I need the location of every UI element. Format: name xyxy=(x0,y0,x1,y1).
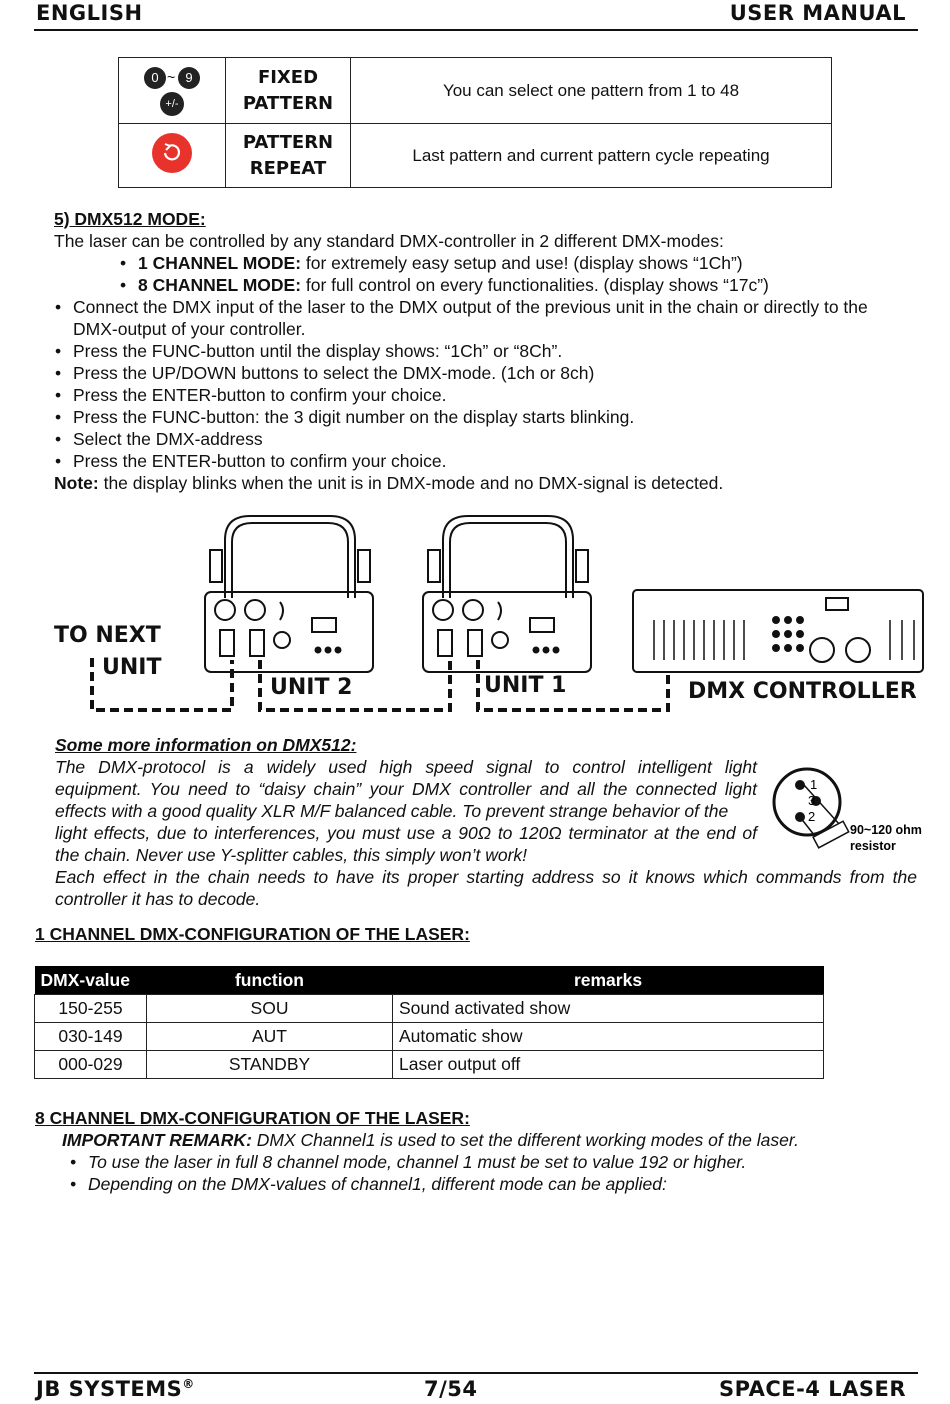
remark-text: DMX Channel1 is used to set the different working modes of the laser. xyxy=(251,1130,799,1150)
xlr-pin-label: 2 xyxy=(808,809,816,824)
to-next-label: TO NEXT xyxy=(54,623,161,648)
repeat-icon xyxy=(150,131,194,175)
key-desc-pattern-repeat: Last pattern and current pattern cycle repeating xyxy=(351,124,832,188)
step-item: • Press the ENTER-button to confirm your choice. xyxy=(73,384,924,406)
header-right: USER MANUAL xyxy=(729,1,906,25)
cell-function: STANDBY xyxy=(147,1051,393,1079)
digit-nine-icon: 9 xyxy=(178,67,200,89)
cell-dmx-value: 030-149 xyxy=(35,1023,147,1051)
xlr-terminator-diagram xyxy=(770,765,935,860)
ch8-heading: 8 CHANNEL DMX-CONFIGURATION OF THE LASER: xyxy=(35,1108,470,1128)
key-desc-fixed-pattern: You can select one pattern from 1 to 48 xyxy=(351,58,832,124)
key-name-fixed-pattern xyxy=(226,58,351,124)
more-info-line: equipment. You need to “daisy chain” your DMX controller and all the connected light xyxy=(55,779,757,799)
unit-label: UNIT xyxy=(102,655,162,680)
unit-2-label: UNIT 2 xyxy=(270,675,353,700)
dmx-controller-icon xyxy=(633,590,923,672)
footer-rule xyxy=(34,1372,918,1374)
key-name-line1: FIXED xyxy=(257,66,319,88)
footer-product: SPACE-4 LASER xyxy=(718,1377,906,1401)
step-text: Connect the DMX input of the laser to the DMX output of the previous unit in the chain or directly to the xyxy=(73,297,868,317)
tilde-icon: ~ xyxy=(167,68,176,85)
ch1-table xyxy=(34,966,824,1079)
more-info-line: effects with a good quality XLR M/F balanced cable. To prevent strange behavior of the xyxy=(55,801,729,821)
dmx-mode-intro: The laser can be controlled by any standard DMX-controller in 2 different DMX-modes: xyxy=(54,231,724,251)
cell-dmx-value: 150-255 xyxy=(35,995,147,1023)
mode-item xyxy=(138,274,924,296)
dmx-note xyxy=(54,472,924,494)
note-label: Note: xyxy=(54,473,99,493)
key-cell-digits xyxy=(119,58,226,124)
plus-minus-icon: +/- xyxy=(160,92,184,116)
mode-text: for extremely easy setup and use! (display shows “1Ch”) xyxy=(301,253,743,273)
resistor-label-2: resistor xyxy=(850,839,896,853)
footer-brand-text: JB SYSTEMS xyxy=(36,1377,183,1401)
ch8-bullets xyxy=(88,1151,915,1195)
xlr-pin-label: 3 xyxy=(808,793,816,808)
key-cell-repeat xyxy=(119,124,226,188)
key-name-pattern-repeat xyxy=(226,124,351,188)
cell-remarks: Laser output off xyxy=(393,1051,824,1079)
cell-function: SOU xyxy=(147,995,393,1023)
remark-label: IMPORTANT REMARK: xyxy=(62,1130,252,1150)
step-item: • Select the DMX-address xyxy=(73,428,924,450)
more-info-line: the chain. Never use Y-splitter cables, this simply won’t work! xyxy=(55,845,528,865)
mode-list xyxy=(138,252,924,296)
dmx-chain-diagram xyxy=(50,510,935,720)
col-dmx-value: DMX-value xyxy=(35,966,147,995)
dmx-mode-section xyxy=(54,208,924,494)
unit-1-label: UNIT 1 xyxy=(484,673,567,698)
step-item: • Press the UP/DOWN buttons to select the DMX-mode. (1ch or 8ch) xyxy=(73,362,924,384)
ch8-remark xyxy=(62,1129,915,1151)
digit-zero-icon: 0 xyxy=(144,67,166,89)
mode-label: 1 CHANNEL MODE: xyxy=(138,253,302,273)
step-list xyxy=(73,296,924,472)
mode-label: 8 CHANNEL MODE: xyxy=(138,275,302,295)
ch8-section xyxy=(35,1107,915,1195)
xlr-pin-label: 1 xyxy=(810,777,818,792)
key-table xyxy=(118,57,832,188)
more-info-line: The DMX-protocol is a widely used high speed signal to control intelligent light xyxy=(55,757,757,777)
cell-function: AUT xyxy=(147,1023,393,1051)
header-left: ENGLISH xyxy=(36,1,143,25)
step-item: • Press the FUNC-button until the display shows: “1Ch” or “8Ch”. xyxy=(73,340,924,362)
step-item: • Press the ENTER-button to confirm your choice. xyxy=(73,450,924,472)
col-function: function xyxy=(147,966,393,995)
registered-mark: ® xyxy=(182,1377,195,1391)
cell-remarks: Automatic show xyxy=(393,1023,824,1051)
mode-item xyxy=(138,252,924,274)
mode-text: for full control on every functionalities. (display shows “17c”) xyxy=(301,275,769,295)
step-item: • Press the FUNC-button: the 3 digit number on the display starts blinking. xyxy=(73,406,924,428)
dmx-controller-label: DMX CONTROLLER xyxy=(688,679,917,704)
table-row xyxy=(35,1023,824,1051)
key-name-line2: PATTERN xyxy=(242,92,334,114)
key-name-line1: PATTERN xyxy=(242,131,334,153)
step-item xyxy=(73,296,924,340)
more-info-line: Each effect in the chain needs to have its proper starting address so it knows which commands from the xyxy=(55,867,917,887)
cell-dmx-value: 000-029 xyxy=(35,1051,147,1079)
cell-remarks: Sound activated show xyxy=(393,995,824,1023)
ch8-bullet: • Depending on the DMX-values of channel1, different mode can be applied: xyxy=(88,1173,915,1195)
note-text: the display blinks when the unit is in DMX-mode and no DMX-signal is detected. xyxy=(98,473,724,493)
resistor-label-1: 90~120 ohm xyxy=(850,823,922,837)
ch1-table-header xyxy=(35,966,824,995)
ch1-heading: 1 CHANNEL DMX-CONFIGURATION OF THE LASER: xyxy=(35,924,470,944)
key-name-line2: REPEAT xyxy=(249,157,327,179)
table-row xyxy=(35,995,824,1023)
step-text: DMX-output of your controller. xyxy=(73,319,306,339)
more-info-line: light effects, due to interferences, you must use a 90Ω to 120Ω terminator at the end of xyxy=(55,823,757,843)
more-info-line: controller it has to decode. xyxy=(55,889,261,909)
ch8-bullet: • To use the laser in full 8 channel mode, channel 1 must be set to value 192 or higher. xyxy=(88,1151,915,1173)
dmx-cable-lines xyxy=(92,658,668,710)
laser-unit-1-icon xyxy=(423,516,591,672)
more-info-heading: Some more information on DMX512: xyxy=(55,735,357,755)
header-rule xyxy=(34,29,918,31)
footer-brand xyxy=(36,1377,195,1401)
col-remarks: remarks xyxy=(393,966,824,995)
laser-unit-2-icon xyxy=(205,516,373,672)
dmx-mode-heading: 5) DMX512 MODE: xyxy=(54,209,206,229)
footer-page-number: 7/54 xyxy=(424,1377,478,1401)
table-row xyxy=(35,1051,824,1079)
